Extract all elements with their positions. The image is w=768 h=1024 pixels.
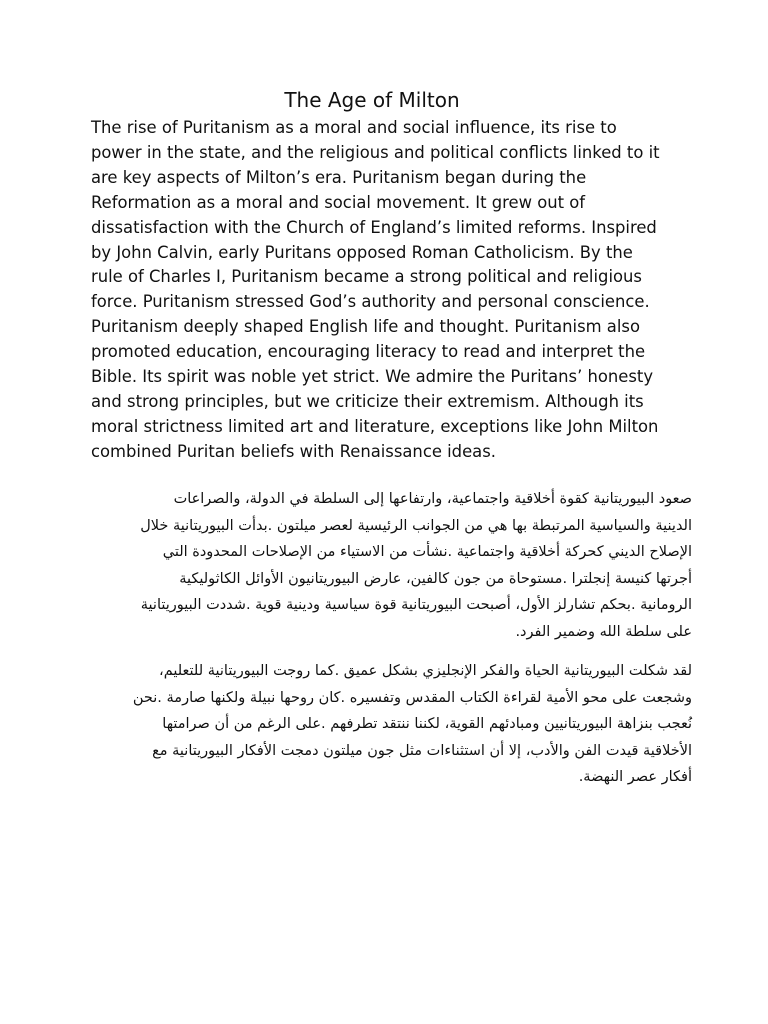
arabic-line: أجرتها كنيسة إنجلترا .مستوحاة من جون كالفين، عارض البيوريتانيون الأوائل الكاثوليكية <box>179 570 692 587</box>
english-text-block <box>91 116 661 465</box>
arabic-line: الرومانية .بحكم تشارلز الأول، أصبحت البيوريتانية قوة سياسية ودينية قوية .شددت البيوريتانية <box>140 597 692 614</box>
page-title: The Age of Milton <box>284 88 460 112</box>
english-paragraph-1: The rise of Puritanism as a moral and social influence, its rise to power in the state, and the religious and political conflicts linked to it are key aspects of Milton’s era. Puritanism began during the Reformation as a moral and social movement. It grew out of dissatisfaction with the Church of England’s limited reforms. Inspired by John Calvin, early Puritans opposed Roman Catholicism. By the rule of Charles I, Puritanism became a strong political and religious force. Puritanism stressed God’s authority and personal conscience. <box>91 118 660 312</box>
arabic-line: وشجعت على محو الأمية لقراءة الكتاب المقدس وتفسيره .كان روحها نبيلة ولكنها صارمة .نحن <box>132 689 692 706</box>
english-paragraph-2: Puritanism deeply shaped English life and thought. Puritanism also promoted education, encouraging literacy to read and interpret the Bible. Its spirit was noble yet strict. We admire the Puritans’ honesty and strong principles, but we criticize their extremism. Although its moral strictness limited art and literature, exceptions like John Milton combined Puritan beliefs with Renaissance ideas. <box>91 317 659 461</box>
arabic-line: على سلطة الله وضمير الفرد. <box>515 623 692 640</box>
arabic-line: لقد شكلت البيوريتانية الحياة والفكر الإنجليزي بشكل عميق .كما روجت البيوريتانية للتعليم، <box>159 663 692 679</box>
arabic-paragraph-1 <box>80 486 692 646</box>
arabic-line: الإصلاح الديني كحركة أخلاقية واجتماعية .نشأت من الاستياء من الإصلاحات المحدودة التي <box>162 544 692 561</box>
arabic-line: الدينية والسياسية المرتبطة بها هي من الجوانب الرئيسية لعصر ميلتون .بدأت البيوريتانية خلال <box>140 517 692 534</box>
arabic-paragraph-2 <box>80 658 692 791</box>
arabic-line: أفكار عصر النهضة. <box>578 769 692 786</box>
arabic-line: الأخلاقية قيدت الفن والأدب، إلا أن استثناءات مثل جون ميلتون دمجت الأفكار البيوريتانية مع <box>152 742 692 759</box>
arabic-line: نُعجب بنزاهة البيوريتانيين ومبادئهم القوية، لكننا ننتقد تطرفهم .على الرغم من أن صرامتها <box>162 716 692 733</box>
arabic-line: صعود البيوريتانية كقوة أخلاقية واجتماعية، وارتفاعها إلى السلطة في الدولة، والصراعات <box>173 491 692 507</box>
